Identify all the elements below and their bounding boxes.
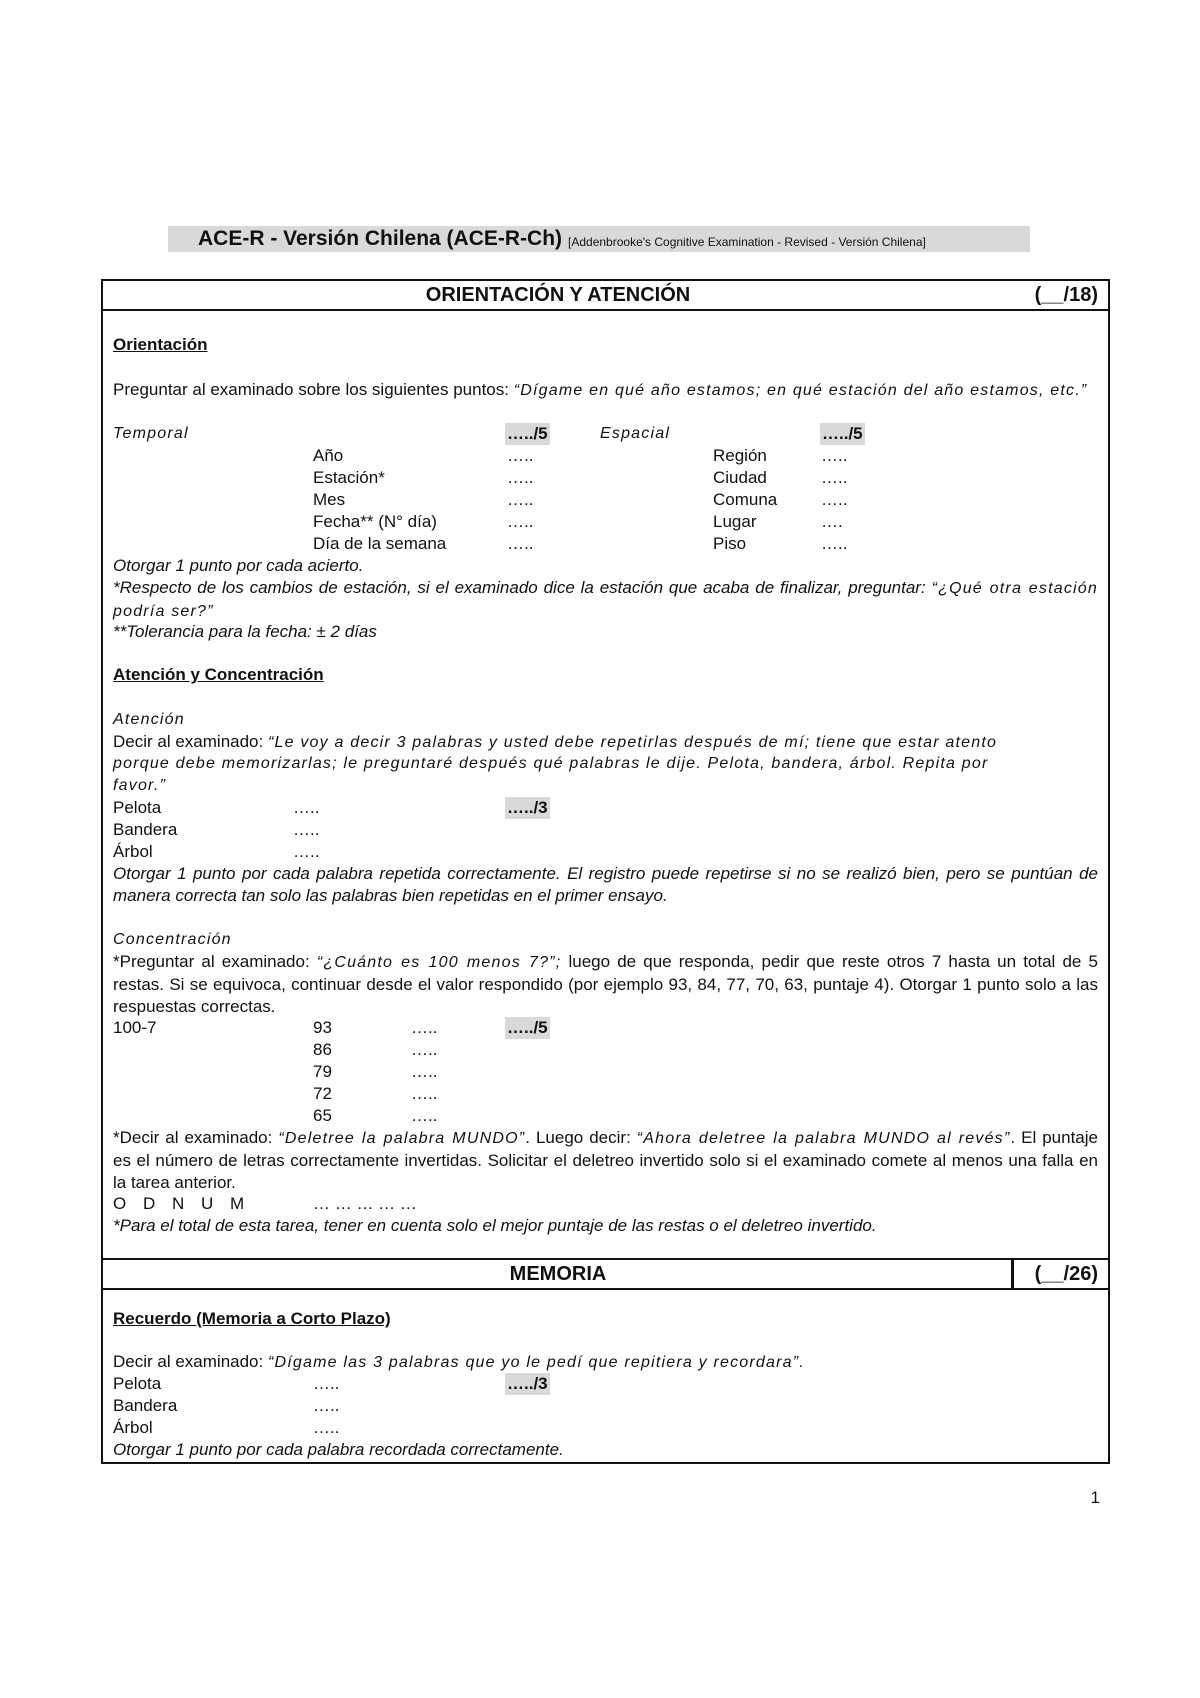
temporal-item: Estación*: [313, 468, 385, 487]
mundo-quote-reves: “Ahora deletree la palabra MUNDO al revés”: [636, 1130, 1011, 1147]
memoria-instruction: [113, 1351, 805, 1374]
orientacion-intro: [113, 379, 1098, 402]
word-item: Árbol: [113, 842, 153, 861]
page-number: 1: [1090, 1488, 1100, 1507]
heading-atencion: Atención y Concentración: [113, 665, 324, 684]
espacial-item: Ciudad: [713, 468, 767, 487]
score-memoria: …../3: [507, 1374, 548, 1393]
word-item: Pelota: [113, 798, 162, 817]
decir-label: Decir al examinado:: [113, 1352, 264, 1371]
answer-dots: …..: [313, 1418, 340, 1437]
atencion-quote: porque debe memorizarlas; le preguntaré después qué palabras le dije. Pelota, bandera, árbol. Repita por: [113, 755, 989, 772]
memoria-quote: “Dígame las 3 palabras que yo le pedí que repitiera y recordara”.: [267, 1354, 805, 1371]
score-concentracion: …../5: [507, 1018, 548, 1037]
section-score: (__/18): [1034, 284, 1098, 306]
document-banner: [168, 226, 1030, 252]
answer-dots: …..: [507, 534, 534, 553]
concentracion-instruction: [113, 951, 1098, 1018]
answer-dots: …..: [507, 468, 534, 487]
answer-dots: …..: [411, 1106, 438, 1125]
answer-dots: …..: [313, 1396, 340, 1415]
note-atencion: Otorgar 1 punto por cada palabra repetida correctamente. El registro puede repetirse si no se realizó bien, pero se puntúan de manera correcta tan solo las palabras bien repetidas en el primer ensayo.: [113, 864, 1098, 905]
atencion-quote: “Le voy a decir 3 palabras y usted debe repetirlas después de mí; tiene que estar atento: [267, 734, 998, 751]
answer-dots: …..: [507, 446, 534, 465]
intro-quote: “Dígame en qué año estamos; en qué estación del año estamos, etc.”: [513, 382, 1088, 399]
espacial-item: Piso: [713, 534, 747, 553]
answer-dots: …..: [411, 1062, 438, 1081]
mundo-dots: … … … … …: [313, 1194, 417, 1213]
banner-title: ACE-R - Versión Chilena (ACE-R-Ch): [198, 227, 563, 250]
answer-dots: …..: [313, 1374, 340, 1393]
temporal-item: Día de la semana: [313, 534, 447, 553]
intro-label: Preguntar al examinado sobre los siguientes puntos:: [113, 380, 509, 399]
note-estacion: [113, 577, 1098, 623]
score-espacial: …../5: [822, 424, 863, 443]
atencion-instruction: [113, 731, 997, 754]
resta-label: 100-7: [113, 1018, 157, 1037]
resta-value: 72: [313, 1084, 332, 1103]
note-acierto: Otorgar 1 punto por cada acierto.: [113, 556, 364, 575]
atencion-quote: favor.”: [113, 777, 167, 794]
mundo-letters: O D N U M: [113, 1194, 251, 1213]
resta-value: 79: [313, 1062, 332, 1081]
section-header-orientacion: [103, 281, 1108, 311]
answer-dots: …..: [293, 842, 320, 861]
note-memoria: Otorgar 1 punto por cada palabra recordada correctamente.: [113, 1440, 564, 1459]
temporal-item: Mes: [313, 490, 346, 509]
score-atencion: …../3: [507, 798, 548, 817]
answer-dots: …..: [821, 446, 848, 465]
section-title: ORIENTACIÓN Y ATENCIÓN: [425, 284, 691, 306]
answer-dots: …..: [821, 468, 848, 487]
resta-value: 86: [313, 1040, 332, 1059]
mundo-instruction: *Decir al examinado: “Deletree la palabra MUNDO”. Luego decir: “Ahora deletree la palabra MUNDO al revés”. El puntaje es el número de letras correctamente invertidas. Solicitar el deletreo invertido solo si el examinado comete al menos una falla en la tarea anterior.: [113, 1128, 1098, 1192]
answer-dots: …..: [293, 798, 320, 817]
heading-memoria: Recuerdo (Memoria a Corto Plazo): [113, 1309, 391, 1328]
label-espacial: Espacial: [600, 425, 671, 442]
answer-dots: ….: [821, 512, 843, 531]
resta-rest: luego de que responda, pedir que reste otros 7 hasta un total de 5 restas. Si se equivoca, continuar desde el valor respondido (por ejemplo 93, 84, 77, 70, 63, puntaje 4). Otorgar 1 punto solo a las respuestas correctas.: [113, 952, 1098, 1016]
final-note: *Para el total de esta tarea, tener en cuenta solo el mejor puntaje de las restas o el deletreo invertido.: [113, 1216, 877, 1235]
mundo-rest: El puntaje es el número de letras correctamente invertidas. Solicitar el deletreo invertido solo si el examinado comete al menos una falla en la tarea anterior.: [113, 1128, 1098, 1192]
label-temporal: Temporal: [113, 425, 189, 442]
preguntar-label: *Preguntar al examinado:: [113, 952, 310, 971]
note-fecha: **Tolerancia para la fecha: ± 2 días: [113, 622, 377, 641]
temporal-item: Año: [313, 446, 344, 465]
answer-dots: …..: [821, 490, 848, 509]
answer-dots: …..: [821, 534, 848, 553]
espacial-item: Comuna: [713, 490, 778, 509]
answer-dots: …..: [293, 820, 320, 839]
answer-dots: …..: [507, 490, 534, 509]
mundo-mid: . Luego decir:: [525, 1128, 631, 1147]
answer-dots: …..: [411, 1018, 438, 1037]
score-temporal: …../5: [507, 424, 548, 443]
heading-orientacion: Orientación: [113, 335, 208, 354]
word-item: Árbol: [113, 1418, 153, 1437]
header-divider: [1011, 1260, 1014, 1288]
decir-label: Decir al examinado:: [113, 732, 264, 751]
word-item: Bandera: [113, 1396, 178, 1415]
resta-quote: “¿Cuánto es 100 menos 7?”;: [316, 954, 562, 971]
resta-value: 65: [313, 1106, 332, 1125]
note-estacion-text: *Respecto de los cambios de estación, si el examinado dice la estación que acaba de finalizar, preguntar:: [113, 578, 926, 597]
sub-atencion: Atención: [113, 711, 185, 728]
mundo-quote: “Deletree la palabra MUNDO”: [278, 1130, 526, 1147]
answer-dots: …..: [507, 512, 534, 531]
temporal-item: Fecha** (N° día): [313, 512, 437, 531]
sub-concentracion: Concentración: [113, 931, 232, 948]
word-item: Pelota: [113, 1374, 162, 1393]
mundo-label: *Decir al examinado:: [113, 1128, 273, 1147]
section-header-memoria: [103, 1258, 1108, 1290]
espacial-item: Lugar: [713, 512, 757, 531]
answer-dots: …..: [411, 1084, 438, 1103]
resta-value: 93: [313, 1018, 332, 1037]
section-score: (__/26): [1034, 1263, 1098, 1285]
answer-dots: …..: [411, 1040, 438, 1059]
banner-subtitle: [Addenbrooke's Cognitive Examination - Revised - Versión Chilena]: [568, 235, 926, 249]
word-item: Bandera: [113, 820, 178, 839]
section-title: MEMORIA: [509, 1263, 607, 1285]
espacial-item: Región: [713, 446, 767, 465]
note-estacion-quote: “¿Qué otra estación podría ser?”: [113, 580, 1099, 620]
